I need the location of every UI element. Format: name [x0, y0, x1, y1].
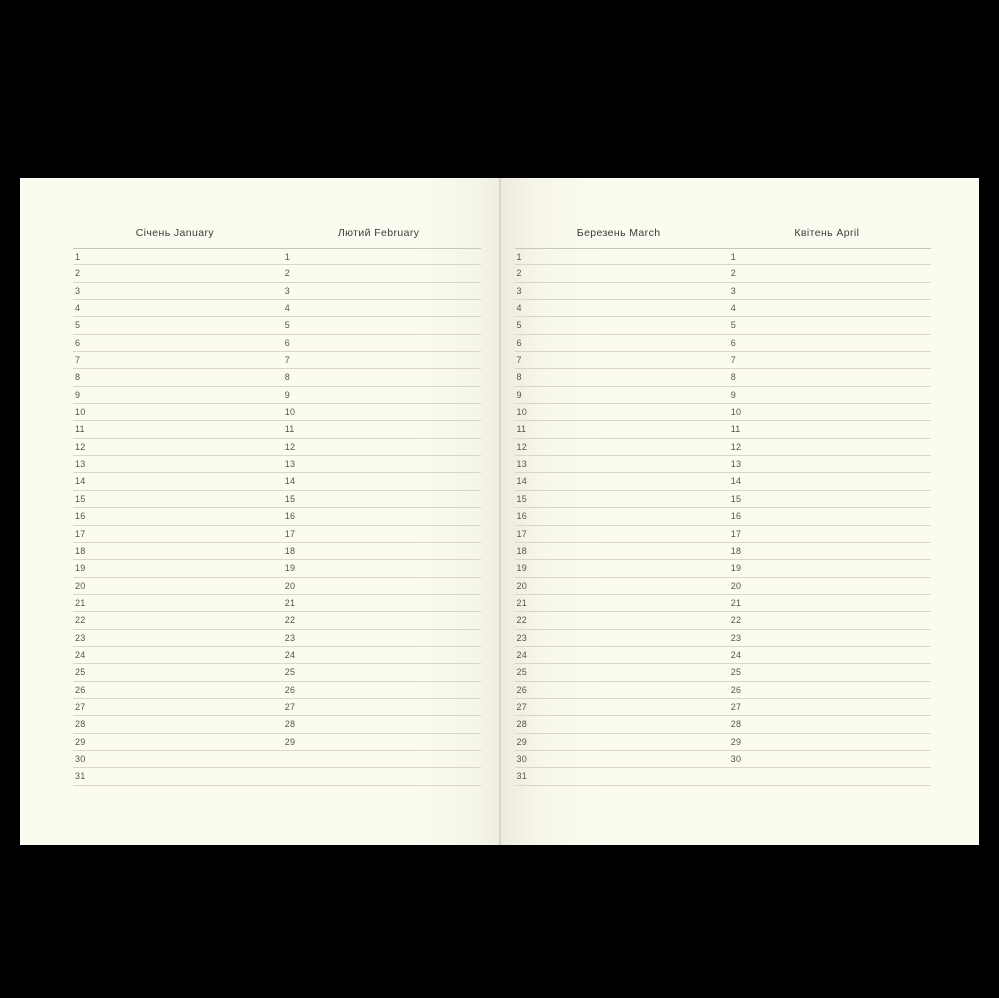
day-row[interactable]	[73, 699, 277, 716]
day-row[interactable]	[515, 491, 723, 508]
day-number: 16	[730, 511, 742, 522]
day-row[interactable]	[723, 751, 931, 768]
day-number: 21	[730, 597, 742, 608]
day-number: 13	[75, 459, 86, 470]
day-row[interactable]	[515, 473, 723, 490]
day-number: 7	[75, 355, 81, 366]
day-row[interactable]	[73, 751, 277, 768]
day-number: 1	[730, 252, 736, 262]
day-row[interactable]	[277, 578, 481, 595]
day-number: 2	[516, 268, 522, 279]
day-row[interactable]	[723, 335, 931, 352]
day-row[interactable]	[73, 612, 277, 629]
day-row[interactable]	[277, 439, 481, 456]
day-row[interactable]	[723, 473, 931, 490]
day-number: 16	[516, 511, 527, 522]
day-number: 23	[284, 632, 296, 643]
day-row[interactable]	[73, 456, 277, 473]
day-number: 26	[284, 684, 296, 695]
day-row[interactable]	[723, 664, 931, 681]
day-number: 29	[75, 736, 86, 747]
day-row[interactable]	[277, 682, 481, 699]
day-row[interactable]	[723, 543, 931, 560]
day-row[interactable]	[723, 300, 931, 317]
day-number: 2	[284, 268, 290, 279]
day-number: 14	[75, 476, 86, 487]
day-number: 23	[75, 632, 86, 643]
day-row[interactable]	[73, 421, 277, 438]
day-number: 4	[75, 303, 81, 314]
day-row[interactable]	[277, 595, 481, 612]
day-number: 19	[284, 563, 296, 574]
day-number: 19	[516, 563, 527, 574]
day-row[interactable]	[73, 647, 277, 664]
day-number: 25	[284, 667, 296, 678]
day-row[interactable]	[515, 699, 723, 716]
day-row[interactable]	[73, 387, 277, 404]
day-number: 12	[284, 441, 296, 452]
day-number: 25	[730, 667, 742, 678]
day-number: 10	[730, 407, 742, 418]
day-row[interactable]	[73, 439, 277, 456]
day-number: 4	[516, 303, 522, 314]
day-row[interactable]	[723, 630, 931, 647]
day-number: 22	[730, 615, 742, 626]
day-row[interactable]	[277, 473, 481, 490]
day-row[interactable]	[277, 387, 481, 404]
day-row[interactable]	[515, 595, 723, 612]
day-row[interactable]	[73, 508, 277, 525]
day-number: 6	[284, 337, 290, 348]
day-number: 21	[75, 597, 86, 608]
day-row[interactable]	[73, 682, 277, 699]
day-row[interactable]	[515, 526, 723, 543]
day-number: 12	[516, 441, 527, 452]
day-number: 26	[730, 684, 742, 695]
left-page-content	[73, 218, 481, 845]
day-row[interactable]	[73, 734, 277, 751]
day-row[interactable]	[515, 647, 723, 664]
day-row[interactable]	[73, 630, 277, 647]
day-number: 10	[516, 407, 527, 418]
day-row[interactable]	[723, 491, 931, 508]
day-number: 23	[730, 632, 742, 643]
day-row[interactable]	[277, 664, 481, 681]
day-number: 1	[75, 252, 81, 262]
day-number: 3	[75, 285, 81, 296]
day-number: 21	[284, 597, 296, 608]
day-row[interactable]	[723, 456, 931, 473]
day-number: 17	[516, 528, 527, 539]
day-row[interactable]	[723, 508, 931, 525]
day-row[interactable]	[723, 578, 931, 595]
notebook-gutter	[499, 178, 501, 845]
day-row[interactable]	[515, 317, 723, 334]
day-number: 30	[516, 753, 527, 764]
day-number: 28	[730, 719, 742, 730]
day-row[interactable]	[515, 630, 723, 647]
day-number: 15	[730, 493, 742, 504]
day-row[interactable]	[277, 404, 481, 421]
day-row-empty[interactable]	[277, 768, 481, 785]
day-row[interactable]	[515, 612, 723, 629]
day-number: 18	[516, 545, 527, 556]
day-number: 27	[284, 701, 296, 712]
day-row[interactable]	[277, 352, 481, 369]
day-number: 18	[284, 545, 296, 556]
month-title-january: Січень January	[135, 227, 215, 239]
day-number: 7	[730, 355, 736, 366]
day-number: 27	[75, 701, 86, 712]
right-page-columns	[515, 218, 932, 786]
day-row[interactable]	[515, 716, 723, 733]
day-number: 19	[730, 563, 742, 574]
day-number: 28	[284, 719, 296, 730]
day-row[interactable]	[515, 768, 723, 785]
day-number: 3	[284, 285, 290, 296]
day-number: 7	[516, 355, 522, 366]
day-row[interactable]	[277, 300, 481, 317]
day-number: 29	[730, 736, 742, 747]
day-row[interactable]	[277, 335, 481, 352]
day-row[interactable]	[515, 456, 723, 473]
day-number: 11	[284, 424, 295, 435]
day-row[interactable]	[515, 508, 723, 525]
day-row[interactable]	[515, 248, 723, 265]
day-row-empty[interactable]	[277, 751, 481, 768]
day-number: 31	[75, 771, 86, 782]
day-row[interactable]	[73, 335, 277, 352]
day-number: 13	[516, 459, 527, 470]
day-number: 16	[284, 511, 296, 522]
day-number: 17	[284, 528, 296, 539]
day-number: 1	[516, 252, 522, 262]
day-row[interactable]	[515, 682, 723, 699]
day-row[interactable]	[277, 543, 481, 560]
left-page-columns	[73, 218, 481, 786]
day-row[interactable]	[515, 300, 723, 317]
day-row[interactable]	[515, 369, 723, 386]
day-row[interactable]	[515, 439, 723, 456]
left-page	[20, 178, 500, 845]
day-row[interactable]	[723, 404, 931, 421]
day-row[interactable]	[723, 647, 931, 664]
month-title-february: Лютий February	[337, 227, 420, 239]
day-number: 11	[730, 424, 741, 435]
day-row[interactable]	[73, 352, 277, 369]
day-number: 30	[730, 753, 742, 764]
day-row[interactable]	[73, 716, 277, 733]
day-row[interactable]	[515, 421, 723, 438]
day-number: 28	[75, 719, 86, 730]
day-row[interactable]	[515, 734, 723, 751]
day-number: 9	[284, 389, 290, 400]
day-number: 28	[516, 719, 527, 730]
day-number: 2	[75, 268, 81, 279]
day-number: 5	[730, 320, 736, 331]
day-number: 5	[75, 320, 81, 331]
day-number: 15	[75, 493, 86, 504]
notebook-spread	[20, 178, 979, 845]
day-row[interactable]	[277, 491, 481, 508]
day-number: 15	[284, 493, 296, 504]
day-number: 18	[730, 545, 742, 556]
day-row[interactable]	[73, 404, 277, 421]
day-row[interactable]	[73, 595, 277, 612]
day-number: 22	[75, 615, 86, 626]
day-row[interactable]	[723, 265, 931, 282]
month-title-april: Квітень April	[794, 227, 860, 239]
day-row[interactable]	[515, 352, 723, 369]
day-number: 22	[516, 615, 527, 626]
day-row[interactable]	[723, 716, 931, 733]
day-number: 30	[75, 753, 86, 764]
month-column-april	[723, 218, 931, 786]
day-row-empty[interactable]	[723, 768, 931, 785]
day-number: 24	[284, 649, 296, 660]
day-rows-april	[723, 248, 931, 786]
day-row[interactable]	[73, 317, 277, 334]
day-row[interactable]	[723, 248, 931, 265]
day-row[interactable]	[515, 560, 723, 577]
day-row[interactable]	[73, 283, 277, 300]
month-title-march: Березень March	[576, 227, 661, 239]
day-number: 25	[75, 667, 86, 678]
day-number: 24	[516, 649, 527, 660]
right-page-content	[515, 218, 932, 845]
day-row[interactable]	[515, 751, 723, 768]
day-number: 20	[284, 580, 296, 591]
day-row[interactable]	[277, 456, 481, 473]
day-number: 3	[516, 285, 522, 296]
day-number: 22	[284, 615, 296, 626]
day-row[interactable]	[277, 317, 481, 334]
day-row[interactable]	[723, 734, 931, 751]
day-row[interactable]	[277, 560, 481, 577]
day-row[interactable]	[73, 526, 277, 543]
day-number: 3	[730, 285, 736, 296]
day-number: 26	[516, 684, 527, 695]
day-number: 24	[75, 649, 86, 660]
day-row[interactable]	[73, 491, 277, 508]
day-row[interactable]	[723, 612, 931, 629]
day-row[interactable]	[277, 421, 481, 438]
day-number: 14	[516, 476, 527, 487]
day-number: 20	[75, 580, 86, 591]
day-number: 9	[75, 389, 81, 400]
day-number: 13	[284, 459, 296, 470]
day-number: 12	[730, 441, 742, 452]
day-row[interactable]	[73, 578, 277, 595]
day-row[interactable]	[73, 560, 277, 577]
day-row[interactable]	[723, 387, 931, 404]
day-number: 24	[730, 649, 742, 660]
day-number: 13	[730, 459, 742, 470]
day-number: 20	[516, 580, 527, 591]
day-row[interactable]	[73, 473, 277, 490]
day-number: 11	[516, 424, 527, 435]
day-row[interactable]	[277, 283, 481, 300]
day-number: 10	[75, 407, 86, 418]
day-row[interactable]	[723, 526, 931, 543]
day-row[interactable]	[277, 248, 481, 265]
day-row[interactable]	[73, 369, 277, 386]
day-number: 18	[75, 545, 86, 556]
day-row[interactable]	[277, 369, 481, 386]
day-number: 15	[516, 493, 527, 504]
right-page	[500, 178, 980, 845]
day-row[interactable]	[723, 439, 931, 456]
day-rows-january	[73, 248, 277, 786]
day-number: 16	[75, 511, 86, 522]
day-row[interactable]	[277, 630, 481, 647]
day-number: 31	[516, 771, 527, 782]
day-row[interactable]	[73, 768, 277, 785]
day-row[interactable]	[277, 526, 481, 543]
day-number: 5	[516, 320, 522, 331]
day-row[interactable]	[277, 612, 481, 629]
day-row[interactable]	[277, 716, 481, 733]
day-number: 17	[75, 528, 86, 539]
day-row[interactable]	[73, 543, 277, 560]
day-number: 14	[730, 476, 742, 487]
day-number: 11	[75, 424, 85, 435]
day-row[interactable]	[515, 265, 723, 282]
day-row[interactable]	[73, 265, 277, 282]
day-number: 26	[75, 684, 86, 695]
day-row[interactable]	[723, 699, 931, 716]
day-row[interactable]	[723, 317, 931, 334]
day-number: 23	[516, 632, 527, 643]
day-number: 27	[730, 701, 742, 712]
day-number: 21	[516, 597, 527, 608]
day-number: 1	[284, 252, 290, 262]
day-number: 9	[516, 389, 522, 400]
day-row[interactable]	[723, 352, 931, 369]
day-row[interactable]	[723, 595, 931, 612]
day-row[interactable]	[73, 248, 277, 265]
day-row[interactable]	[723, 421, 931, 438]
day-row[interactable]	[277, 508, 481, 525]
day-number: 6	[75, 337, 81, 348]
day-number: 8	[516, 372, 522, 383]
day-row[interactable]	[73, 300, 277, 317]
day-number: 20	[730, 580, 742, 591]
day-number: 4	[284, 303, 290, 314]
day-row[interactable]	[723, 369, 931, 386]
day-number: 14	[284, 476, 296, 487]
day-rows-february	[277, 248, 481, 786]
day-number: 29	[284, 736, 296, 747]
day-row[interactable]	[515, 404, 723, 421]
day-row[interactable]	[277, 734, 481, 751]
month-column-january	[73, 218, 277, 786]
day-row[interactable]	[515, 283, 723, 300]
day-number: 7	[284, 355, 290, 366]
day-row[interactable]	[515, 387, 723, 404]
day-number: 25	[516, 667, 527, 678]
day-number: 9	[730, 389, 736, 400]
day-row[interactable]	[277, 265, 481, 282]
day-number: 8	[75, 372, 81, 383]
day-rows-march	[515, 248, 723, 786]
day-number: 4	[730, 303, 736, 314]
day-number: 6	[516, 337, 522, 348]
day-number: 8	[730, 372, 736, 383]
day-row[interactable]	[277, 699, 481, 716]
day-row[interactable]	[515, 578, 723, 595]
day-row[interactable]	[277, 647, 481, 664]
day-number: 10	[284, 407, 296, 418]
month-column-february	[277, 218, 481, 786]
day-row[interactable]	[723, 682, 931, 699]
day-number: 29	[516, 736, 527, 747]
day-number: 2	[730, 268, 736, 279]
day-number: 17	[730, 528, 742, 539]
day-row[interactable]	[723, 283, 931, 300]
day-number: 8	[284, 372, 290, 383]
day-row[interactable]	[73, 664, 277, 681]
day-number: 19	[75, 563, 86, 574]
day-number: 12	[75, 441, 86, 452]
day-row[interactable]	[515, 543, 723, 560]
day-number: 6	[730, 337, 736, 348]
day-number: 5	[284, 320, 290, 331]
month-column-march	[515, 218, 723, 786]
day-row[interactable]	[515, 335, 723, 352]
day-row[interactable]	[723, 560, 931, 577]
day-row[interactable]	[515, 664, 723, 681]
day-number: 27	[516, 701, 527, 712]
